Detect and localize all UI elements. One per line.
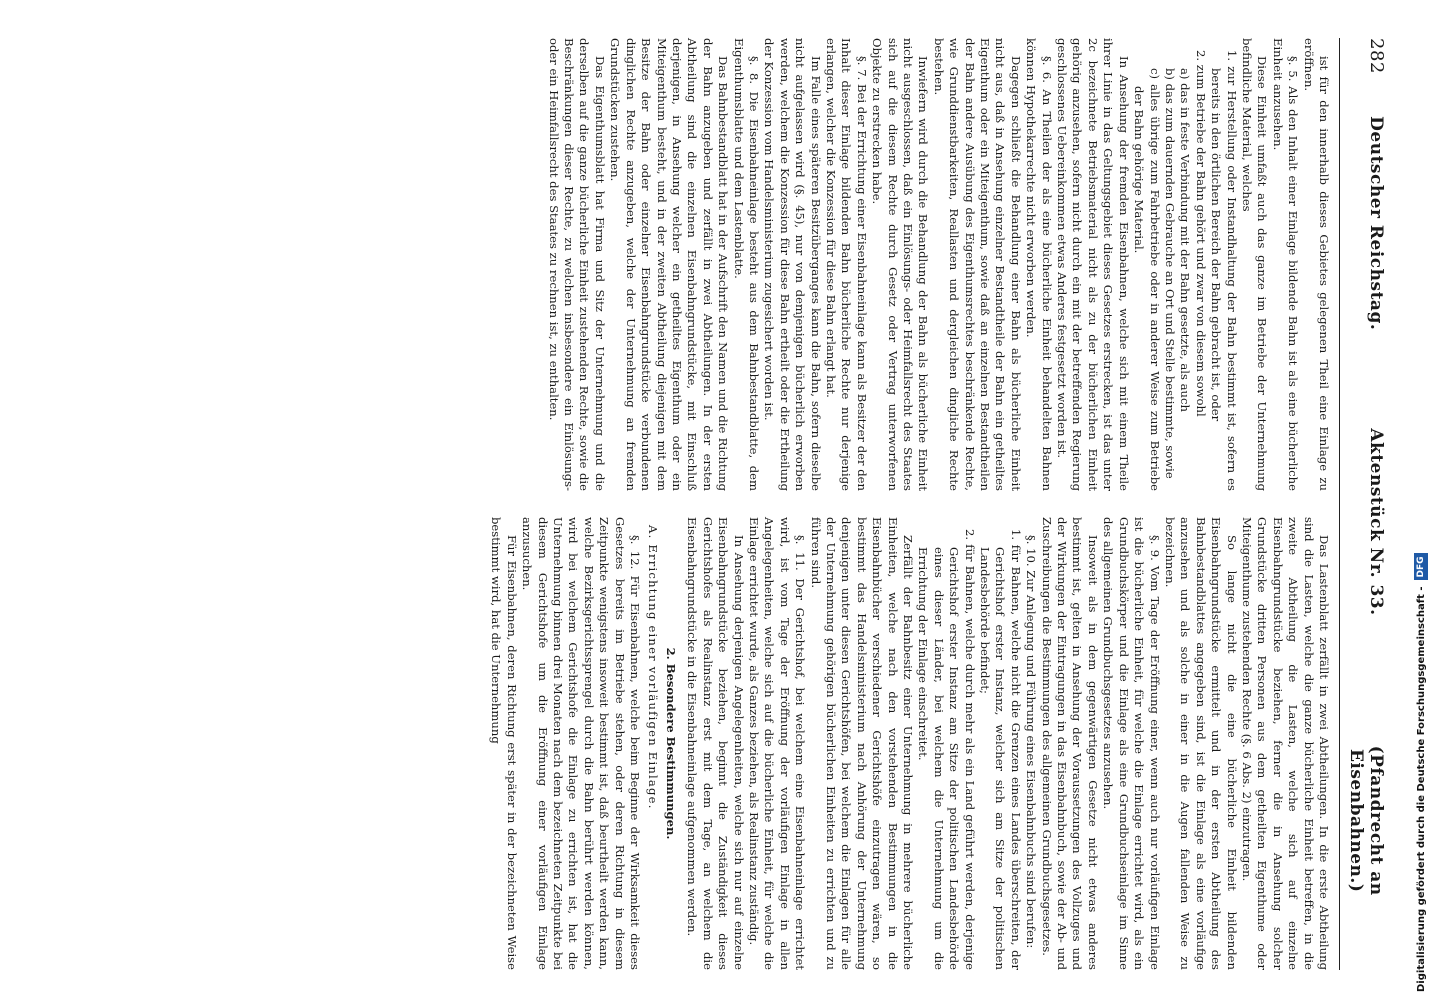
paragraph: Das Eigenthumsblatt hat Firma und Sitz der Unternehmung und die derselben auf die ganze bücherliche Einheit zustehenden Rechte, sowie die Beschränkungen dieser Rechte, zu welchen insbesondere ein Einlösungs- oder ein Heimfallsrecht des Staates zu rechnen ist, zu enthalten. xyxy=(546,38,607,491)
stamp-text: Digitalisierung gefördert durch die Deutsche Forschungsgemeinschaft - xyxy=(1415,586,1427,992)
paragraph: Zerfällt der Bahnbesitz einer Unternehmung in mehrere bücherliche Einheiten, welche nach den vorstehenden Bestimmungen in die Eisenbahnbücher verschiedener Gerichtshöfe einzutragen wären, so bestimmt das Handelsministerium nach Anhörung der Unternehmung denjenigen unter diesen Gerichtshöfen, bei welchem die Einlagen für alle der Unternehmung gehörigen bücherlichen Einheiten zu errichten und zu führen sind. xyxy=(808,517,916,970)
subsection-heading: A. Errichtung einer vorläufigen Einlage. xyxy=(645,525,660,810)
paragraph: §. 9. Vom Tage der Eröffnung einer, wenn auch nur vorläufigen Einlage ist die bücherliche Einheit, für welche die Einlage errichtet wird, als ein Grundbuchskörper und die Einlage als eine Grundbuchseinlage im Sinne des allgemeinen Grundbuchsgesetzes anzusehen. xyxy=(1101,517,1162,970)
paragraph: ist für den innerhalb dieses Gebietes gelegenen Theil eine Einlage zu eröffnen. xyxy=(1301,38,1331,491)
paragraph: §. 8. Die Eisenbahneinlage besteht aus dem Bahnbestandblatte, dem Eigenthumsblatte und dem Lastenblatte. xyxy=(731,38,761,491)
paragraph: So lange nicht die eine bücherliche Einheit bildenden Eisenbahngrundstücke ermittelt und in der ersten Abtheilung des Bahnbestandblattes angegeben sind, ist die Einlage als eine vorläufige anzusehen und als solche in einer in die Augen fallenden Weise zu bezeichnen. xyxy=(1162,517,1239,970)
paragraph: Für Eisenbahnen, deren Richtung erst später in der bezeichneten Weise bestimmt wird, hat die Unternehmung xyxy=(489,517,519,970)
paragraph: In Ansehung der fremden Eisenbahnen, welche sich mit einem Theile ihrer Linie in das Geltungsgebiet dieses Gesetzes erstrecken, ist das unter 2c bezeichnete Betriebsmaterial nicht als zu der bücherlichen Einheit gehörig anzusehen, sofern nicht durch ein mit der betreffenden Regierung geschlossenes Uebereinkommen etwas Anderes festgesetzt worden ist. xyxy=(1055,38,1131,491)
section-heading: 2. Besondere Bestimmungen. xyxy=(663,647,678,840)
paragraph: Diese Einheit umfaßt auch das ganze im Betriebe der Unternehmung befindliche Material, welches xyxy=(1239,38,1270,491)
paragraph: In Ansehung derjenigen Angelegenheiten, welche sich nur auf einzelne Eisenbahngrundstücke beziehen, beginnt die Zuständigkeit dieses Gerichtshofes als Realinstanz erst mit dem Tage, an welchem die Eisenbahngrundstücke in die Eisenbahneinlage aufgenommen werden. xyxy=(685,517,746,970)
paragraph: 2. zum Betriebe der Bahn gehört und zwar von diesem sowohl xyxy=(1193,50,1208,417)
dfg-stamp xyxy=(1410,2,1432,998)
paragraph: Insoweit als in dem gegenwärtigen Gesetze nicht etwas anderes bestimmt ist, gelten in Ansehung der Voraussetzungen des Vollzuges und der Wirkungen der Eintragungen in das Eisenbahnbuch, sowie der Ab- und Zuschreibungen die Bestimmungen des allgemeinen Grundbuchsgesetzes. xyxy=(1039,517,1100,970)
paragraph: 2. für Bahnen, welche durch mehr als ein Land geführt werden, derjenige Gerichtshof erster Instanz am Sitze der politischen Landesbehörde eines dieser Länder, bei welchem die Unternehmung um die Errichtung der Einlage einschreitet. xyxy=(916,529,977,970)
paragraph: Inwiefern wird durch die Behandlung der Bahn als bücherliche Einheit nicht ausgeschlossen, daß ein Einlösungs- oder Heimfallsrecht des Staates sich auf die diesem Rechte durch Gesetz oder Vertrag unterworfenen Objekte zu erstrecken habe. xyxy=(870,38,931,491)
page-number: 282 xyxy=(1366,38,1387,74)
right-column xyxy=(488,517,1331,970)
paragraph: §. 12. Für Eisenbahnen, welche beim Beginne der Wirksamkeit dieses Gesetzes bereits im Betriebe stehen, oder deren Richtung in diesem Zeitpunkte wenigstens insoweit bestimmt ist, daß beurtheilt werden kann, welche Bezirksgerichtssprengel durch die Bahn berührt werden können, wird bei welchem Gerichtshofe die Einlage zu errichten ist, hat die Unternehmung binnen drei Monaten nach dem bezeichneten Zeitpunkte bei diesem Gerichtshofe um die Eröffnung einer vorläufigen Einlage anzusuchen. xyxy=(520,517,643,970)
paragraph: §. 5. Als den Inhalt einer Einlage bildende Bahn ist als eine bücherliche Einheit anzusehen. xyxy=(1270,38,1301,491)
page-header xyxy=(1339,38,1387,970)
left-column xyxy=(488,38,1331,491)
header-document: Aktenstück Nr. 33. xyxy=(1366,428,1386,616)
paragraph: §. 10. Zur Anlegung und Führung eines Eisenbahnbuchs sind berufen: xyxy=(1024,535,1039,949)
paragraph: Dagegen schließt die Behandlung einer Bahn als bücherliche Einheit nicht aus, daß in Ansehung einzelner Bestandtheile der Bahn ein getheiltes Eigenthum oder ein Miteigenthum, sowie daß an einzelnen Bestandtheilen der Bahn andere Ausübung des Eigenthumsrechtes beschränkende Rechte, wie Grunddienstbarkeiten, Reallasten und dergleichen dingliche Rechte bestehen. xyxy=(931,38,1023,491)
paragraph: §. 11. Der Gerichtshof, bei welchem eine Eisenbahneinlage errichtet wird, ist vom Tage der Eröffnung der vorläufigen Einlage in allen Angelegenheiten, welche sich auf die bücherliche Einheit, für welche die Einlage errichtet wurde, als Ganzes beziehen, als Realinstanz zuständig. xyxy=(746,517,808,970)
dfg-logo: DFG xyxy=(1414,553,1428,580)
header-subtitle: (Pfandrecht an Eisenbahnen.) xyxy=(1346,745,1386,896)
paragraph: 1. zur Herstellung oder Instandhaltung der Bahn bestimmt ist, sofern es bereits in den örtlichen Bereich der Bahn gebracht ist, oder xyxy=(1209,50,1239,491)
paragraph: 1. für Bahnen, welche nicht die Grenzen eines Landes überschreiten, der Gerichtshof erster Instanz, welcher sich am Sitze der politischen Landesbehörde befindet; xyxy=(978,529,1023,970)
paragraph: Im Falle eines späteren Besitzüberganges kann die Bahn, sofern dieselbe nicht aufgelassen wird (§. 45), nur von demjenigen bücherlich erworben werden, welchem die Konzession für diese Bahn ertheilt oder die Ertheilung der Konzession vom Handelsministerium zugesichert worden ist. xyxy=(762,38,823,491)
header-title: Deutscher Reichstag. xyxy=(1366,116,1386,331)
paragraph: c) alles übrige zum Fahrbetriebe oder in anderer Weise zum Betriebe der Bahn gehörige Material. xyxy=(1132,68,1162,491)
paragraph: a) das in feste Verbindung mit der Bahn gesetzte, als auch xyxy=(1178,68,1193,412)
paragraph: Das Lastenblatt zerfällt in zwei Abtheilungen. In die erste Abtheilung sind die Lasten, welche die ganze bücherliche Einheit betreffen, in die zweite Abtheilung die Lasten, welche sich auf einzelne Eisenbahngrundstücke beziehen, ferner die in Ansehung solcher Grundstücke dritten Personen aus dem getheilten Eigenthume oder Miteigenthume zustehenden Rechte (§. 6 Abs. 2) einzutragen. xyxy=(1239,517,1331,970)
paragraph: §. 6. An Theilen der als eine bücherliche Einheit behandelten Bahnen können Hypothekarrechte nicht erworben werden. xyxy=(1024,38,1054,491)
paragraph: Das Bahnbestandblatt hat in der Aufschrift den Namen und die Richtung der Bahn anzugeben und zerfällt in zwei Abtheilungen. In der ersten Abtheilung sind die einzelnen Eisenbahngrundstücke, mit Einschluß derjenigen, in Ansehung welcher ein getheiltes Eigenthum oder ein Miteigenthum besteht, und in der zweiten Abtheilung diejenigen mit dem Besitze der Bahn oder einzelner Eisenbahngrundstücke verbundenen dinglichen Rechte anzugeben, welche der Unternehmung an fremden Grundstücken zustehen. xyxy=(608,38,731,491)
text-columns xyxy=(488,38,1331,970)
paragraph: §. 7. Bei der Errichtung einer Eisenbahneinlage kann als Besitzer der den Inhalt dieser Einlage bildenden Bahn bücherliche Rechte nur derjenige erlangen, welcher die Konzession für diese Bahn erlangt hat. xyxy=(824,38,869,491)
paragraph: b) das zum dauernden Gebrauche an Ort und Stelle bestimmte, sowie xyxy=(1162,68,1177,479)
